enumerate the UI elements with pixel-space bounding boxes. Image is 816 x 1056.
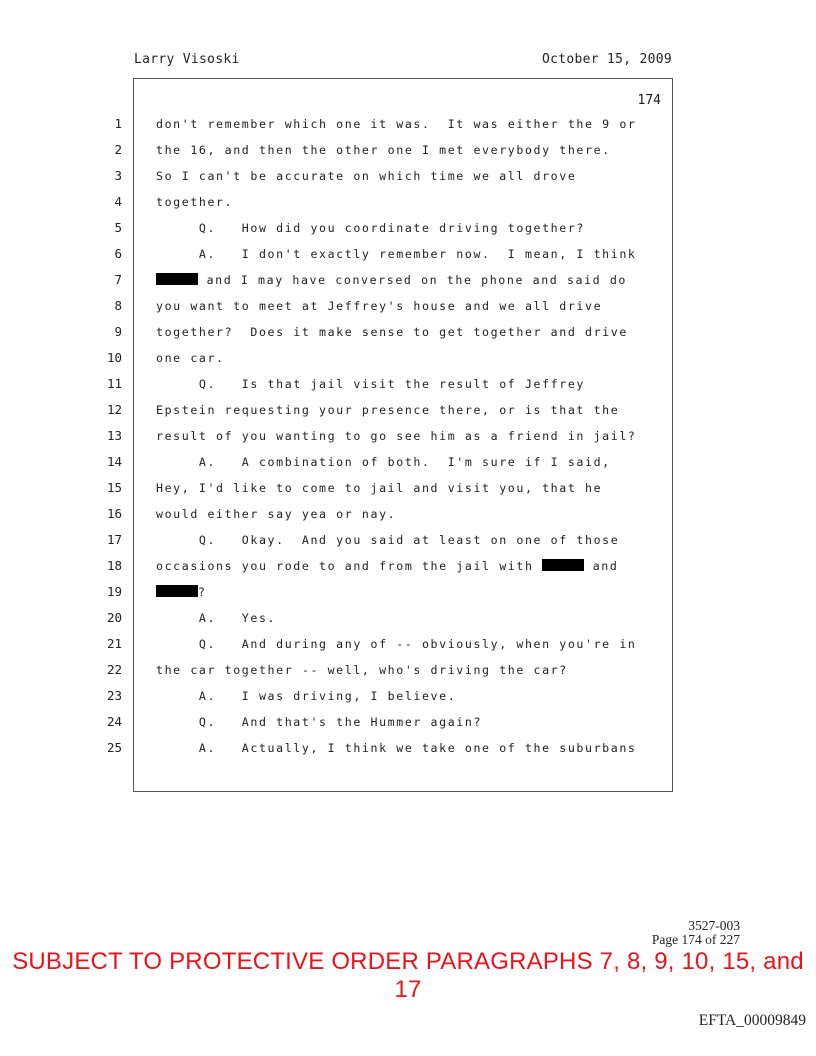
transcript-line <box>106 605 672 631</box>
transcript-line <box>106 735 672 761</box>
line-text <box>156 449 611 475</box>
line-text <box>156 423 636 449</box>
line-number: 14 <box>106 454 122 469</box>
transcript-page-number: 174 <box>637 93 661 108</box>
transcript-line <box>114 241 672 267</box>
line-text-segment: result of you wanting to go see him as a friend in jail? <box>156 429 637 443</box>
line-text <box>156 397 619 423</box>
redaction-box <box>156 273 198 285</box>
line-text <box>156 163 576 189</box>
line-text <box>156 631 636 657</box>
line-text-segment: A. Actually, I think we take one of the suburbans <box>156 741 637 755</box>
transcript-line <box>114 137 672 163</box>
transcript-line <box>114 267 672 293</box>
line-text-segment: Q. Okay. And you said at least on one of those <box>156 533 620 547</box>
line-text-segment: would either say yea or nay. <box>156 507 397 521</box>
line-text <box>156 137 611 163</box>
deponent-name: Larry Visoski <box>134 52 240 67</box>
line-text <box>156 345 225 371</box>
document-id: EFTA_00009849 <box>698 1012 806 1029</box>
line-number: 23 <box>106 688 122 703</box>
line-text-segment: Q. Is that jail visit the result of Jeffrey <box>156 377 586 391</box>
line-number: 8 <box>114 298 122 313</box>
line-text-segment: together. <box>156 195 234 209</box>
transcript-line <box>106 553 672 579</box>
line-text-segment: Epstein requesting your presence there, or is that the <box>156 403 620 417</box>
line-text-segment: Hey, I'd like to come to jail and visit you, that he <box>156 481 603 495</box>
transcript-line <box>114 293 672 319</box>
transcript-line <box>106 449 672 475</box>
line-text <box>156 215 585 241</box>
transcript-line <box>114 189 672 215</box>
line-number: 6 <box>114 246 122 261</box>
transcript-line <box>106 371 672 397</box>
line-number: 17 <box>106 532 122 547</box>
line-number: 5 <box>114 220 122 235</box>
line-number: 3 <box>114 168 122 183</box>
line-text <box>156 293 602 319</box>
line-number: 12 <box>106 402 122 417</box>
line-text-segment: one car. <box>156 351 225 365</box>
line-text <box>156 501 396 527</box>
line-text <box>156 319 628 345</box>
transcript-line <box>106 423 672 449</box>
transcript-line <box>106 397 672 423</box>
line-text-segment: A. A combination of both. I'm sure if I said, <box>156 455 611 469</box>
line-number: 18 <box>106 558 122 573</box>
redaction-box <box>156 585 198 597</box>
line-text <box>156 709 482 735</box>
line-number: 11 <box>106 376 122 391</box>
line-number: 15 <box>106 480 122 495</box>
line-text <box>156 553 618 579</box>
line-text-segment: and <box>584 559 619 573</box>
line-text <box>156 241 636 267</box>
line-number: 20 <box>106 610 122 625</box>
line-text-segment: you want to meet at Jeffrey's house and we all drive <box>156 299 603 313</box>
line-text-segment: occasions you rode to and from the jail with <box>156 559 543 573</box>
transcript-line <box>114 319 672 345</box>
protective-order-stamp: SUBJECT TO PROTECTIVE ORDER PARAGRAPHS 7, 8, 9, 10, 15, and 17 <box>12 948 804 1003</box>
line-number: 2 <box>114 142 122 157</box>
line-number: 4 <box>114 194 122 209</box>
line-number: 25 <box>106 740 122 755</box>
line-text <box>156 189 233 215</box>
line-number: 16 <box>106 506 122 521</box>
line-text-segment: ? <box>198 585 207 599</box>
line-text <box>156 527 619 553</box>
bates-code: 3527-003 <box>688 918 740 933</box>
bates-page: Page 174 of 227 <box>651 932 740 947</box>
transcript-line <box>114 111 672 137</box>
transcript-line <box>106 657 672 683</box>
line-number: 9 <box>114 324 122 339</box>
transcript-line <box>106 709 672 735</box>
transcript-line <box>106 579 672 605</box>
line-number: 13 <box>106 428 122 443</box>
line-text <box>156 735 636 761</box>
line-text <box>156 475 602 501</box>
line-number: 24 <box>106 714 122 729</box>
line-text <box>156 267 627 293</box>
line-number: 19 <box>106 584 122 599</box>
line-text-segment: A. Yes. <box>156 611 277 625</box>
line-text-segment: A. I was driving, I believe. <box>156 689 457 703</box>
transcript-frame <box>106 78 673 792</box>
transcript-line <box>114 215 672 241</box>
transcript-line <box>106 475 672 501</box>
transcript-line <box>106 345 672 371</box>
line-text <box>156 605 276 631</box>
line-text <box>156 683 456 709</box>
line-text-segment: and I may have conversed on the phone and said do <box>198 273 628 287</box>
transcript-line <box>106 631 672 657</box>
line-text-segment: the car together -- well, who's driving the car? <box>156 663 568 677</box>
line-text-segment: A. I don't exactly remember now. I mean, I think <box>156 247 637 261</box>
redaction-box <box>542 559 584 571</box>
line-text-segment: Q. And during any of -- obviously, when you're in <box>156 637 637 651</box>
line-text-segment: the 16, and then the other one I met everybody there. <box>156 143 611 157</box>
line-text <box>156 579 207 605</box>
line-number: 10 <box>106 350 122 365</box>
transcript-line <box>114 163 672 189</box>
deposition-date: October 15, 2009 <box>541 52 672 67</box>
line-text-segment: Q. And that's the Hummer again? <box>156 715 483 729</box>
line-text <box>156 111 636 137</box>
line-number: 21 <box>106 636 122 651</box>
line-number: 22 <box>106 662 122 677</box>
line-number: 7 <box>114 272 122 287</box>
line-text-segment: together? Does it make sense to get together and drive <box>156 325 628 339</box>
line-text-segment: don't remember which one it was. It was either the 9 or <box>156 117 637 131</box>
transcript-line <box>106 501 672 527</box>
line-text <box>156 371 585 397</box>
transcript-line <box>106 527 672 553</box>
transcript-line <box>106 683 672 709</box>
line-text-segment: Q. How did you coordinate driving together? <box>156 221 586 235</box>
line-text <box>156 657 568 683</box>
line-number: 1 <box>114 116 122 131</box>
line-text-segment: So I can't be accurate on which time we all drove <box>156 169 577 183</box>
